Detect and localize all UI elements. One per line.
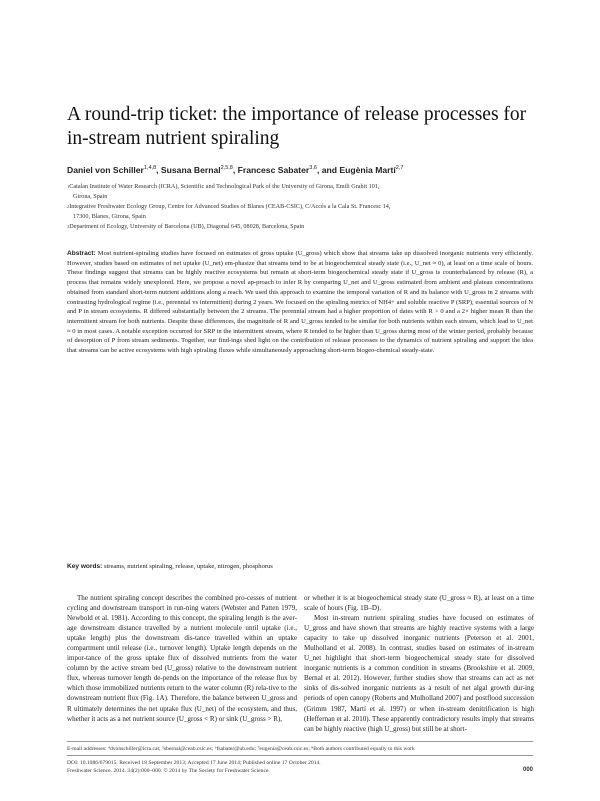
author-name: Daniel von Schiller xyxy=(67,165,144,175)
author-list: Daniel von Schiller$^{1,4,8}$, Susana Bernal$^{2,5,8}$, Francesc Sabater$^{3,6}$, and Eugènia Martí$^{2,7}$ xyxy=(67,165,404,175)
author-affiliation-marks: 2,5,8 xyxy=(220,165,233,172)
author-affiliation-marks: 2,7 xyxy=(395,165,404,172)
paper-title: A round-trip ticket: the importance of release processes for in-stream nutrient spiraling xyxy=(67,104,527,149)
affiliation-line: Catalan Institute of Water Research (ICRA), Scientific and Technological Park of the University of Girona, Emili Grahit 101, xyxy=(69,183,380,190)
affiliation-item xyxy=(67,202,537,221)
keywords xyxy=(67,562,533,572)
keywords-text: streams, nutrient spiraling, release, uptake, nitrogen, phosphorus xyxy=(103,563,273,570)
affiliation-line: Integrative Freshwater Ecology Group, Centre for Advanced Studies of Blanes (CEAB-CSIC), C/Accés a la Cala St. Francesc 14, xyxy=(69,203,391,211)
page-number: 000 xyxy=(522,767,533,773)
body-paragraph: or whether it is at biogeochemical steady state (U_gross ≈ R), at least on a time scale of hours (Fig. 1B–D). xyxy=(304,594,534,613)
abstract-text: Most nutrient-spiraling studies have focused on estimates of gross uptake (U_gross) which show that streams take up dissolved inorganic nutrients very efficiently. However, studies based on estimates of net uptake (U_net) em-phasize that streams tend to be at biogeochemical steady state (i.e., U_net ≈ 0), at least on a time scale of hours. These findings suggest that streams can be highly reactive ecosystems but remain at short-term biogeochemical steady state if U_gross is counterbalanced by release (R), a process that remains widely unexplored. Here, we propose a novel ap-proach to infer R by comparing U_net and U_gross estimated from ambient and plateau concentrations obtained from standard short-term nutrient additions along a reach. We used this approach to examine the temporal variation of R and its balance with U_gross in 2 streams with contrasting hydrological regime (i.e., perennial vs intermittent) during 2 years. We focused on the spiraling metrics of NH4+ and soluble reactive P (SRP), essential sources of N and P in stream ecosystems. R differed substantially between the 2 streams. The perennial stream had a higher proportion of dates with R > 0 and a 2× higher mean R than the intermittent stream for both nutrients. Despite these differences, the magnitude of R and U_gross tended to be similar for both nutrients within each stream, which lead to U_net ≈ 0 in most cases. A notable exception occurred for SRP in the intermittent stream, where R tended to be higher than U_gross during most of the winter period, probably because of desorption of P from stream sediments. Together, our find-ings shed light on the contribution of release processes to the dynamics of nutrient spiraling and support the idea that streams can be active ecosystems with high spiraling fluxes while simultaneously approaching short-term biogeo-chemical steady-state. xyxy=(67,250,533,355)
author-affiliation-marks: 3,6 xyxy=(309,165,317,172)
affiliation-line: Girona, Spain xyxy=(73,192,108,200)
author-name: Eugènia Martí xyxy=(339,165,396,175)
body-left-column xyxy=(67,593,297,724)
author-name: Susana Bernal xyxy=(160,165,221,175)
abstract xyxy=(67,249,533,356)
keywords-label: Key words: xyxy=(67,563,103,570)
author-affiliation-marks: 1,4,8 xyxy=(143,165,157,172)
body-right-column xyxy=(304,593,534,734)
doi-line: DOI: 10.1086/679015. Received 18 September 2013; Accepted 17 June 2014; Published online 17 October 2014. xyxy=(67,760,321,766)
email-footnote: E-mail addresses: ⁴dvonschiller@icra.cat; ⁵sbernal@ceab.csic.es; ⁶fsabater@ub.edu; ⁷eugenia@ceab.csic.es; ⁸Both authors contributed equally to this work xyxy=(67,746,415,752)
abstract-label: Abstract: xyxy=(67,250,96,257)
body-paragraph: Most in-stream nutrient spiraling studies have focused on estimates of U_gross and have shown that streams are highly reactive systems with a large capacity to take up dissolved inorganic nutrients (Peterson et al. 2001, Mulholland et al. 2008). In contrast, studies based on estimates of in-stream U_net highlight that short-term biogeochemical steady state for dissolved inorganic nutrients is a common condition in streams (Brookshire et al. 2009, Bernal et al. 2012). However, further studies show that streams can act as net sinks of dis-solved inorganic nutrients as a result of net algal growth dur-ing periods of open canopy (Roberts and Mulholland 2007) and postflood succession (Grimm 1987, Martí et al. 1997) or when in-stream denitrification is high (Heffernan et al. 2010). These apparently contradictory results imply that streams can be highly reactive (high U_gross) but still be at short- xyxy=(304,614,534,733)
doi-line: Freshwater Science. 2014. 34(2):000–000. © 2014 by The Society for Freshwater Science. xyxy=(67,768,270,775)
doi-block xyxy=(67,759,537,775)
affiliation-number: 1 xyxy=(67,184,70,189)
affiliation-number: 2 xyxy=(67,204,70,210)
affiliation-item xyxy=(67,182,537,201)
footer-divider xyxy=(67,755,533,756)
affiliation-line: Department of Ecology, University of Barcelona (UB), Diagonal 645, 08028, Barcelona, Spain xyxy=(69,223,305,231)
author-name: Francesc Sabater xyxy=(237,165,310,175)
body-paragraph: The nutrient spiraling concept describes the combined pro-cesses of nutrient cycling and downstream transport in run-ning waters (Webster and Patten 1979, Newbold et al. 1981). According to this concept, the spiraling length is the aver-age downstream distance travelled by a nutrient molecule until uptake (i.e., uptake length) plus the downstream dis-tance travelled within an uptake compartment until release (i.e., turnover length). Uptake length depends on the impor-tance of the gross uptake flux of dissolved nutrients from the water column by the active stream bed (U_gross) relative to the downstream nutrient flux, whereas turnover length de-pends on the importance of the release flux by which those immobilized nutrients return to the water column (R) rela-tive to the downstream nutrient flux (Fig. 1A). Therefore, the balance between U_gross and R ultimately determines the net uptake flux (U_net) of the ecosystem, and thus, whether it acts as a net nutrient source (U_gross < R) or sink (U_gross > R), xyxy=(67,594,297,723)
footnote-divider xyxy=(67,741,533,742)
affiliation-item xyxy=(67,222,537,232)
affiliations xyxy=(67,182,537,233)
affiliation-line: 17300, Blanes, Girona, Spain xyxy=(73,212,146,220)
affiliation-number: 3 xyxy=(67,224,70,230)
